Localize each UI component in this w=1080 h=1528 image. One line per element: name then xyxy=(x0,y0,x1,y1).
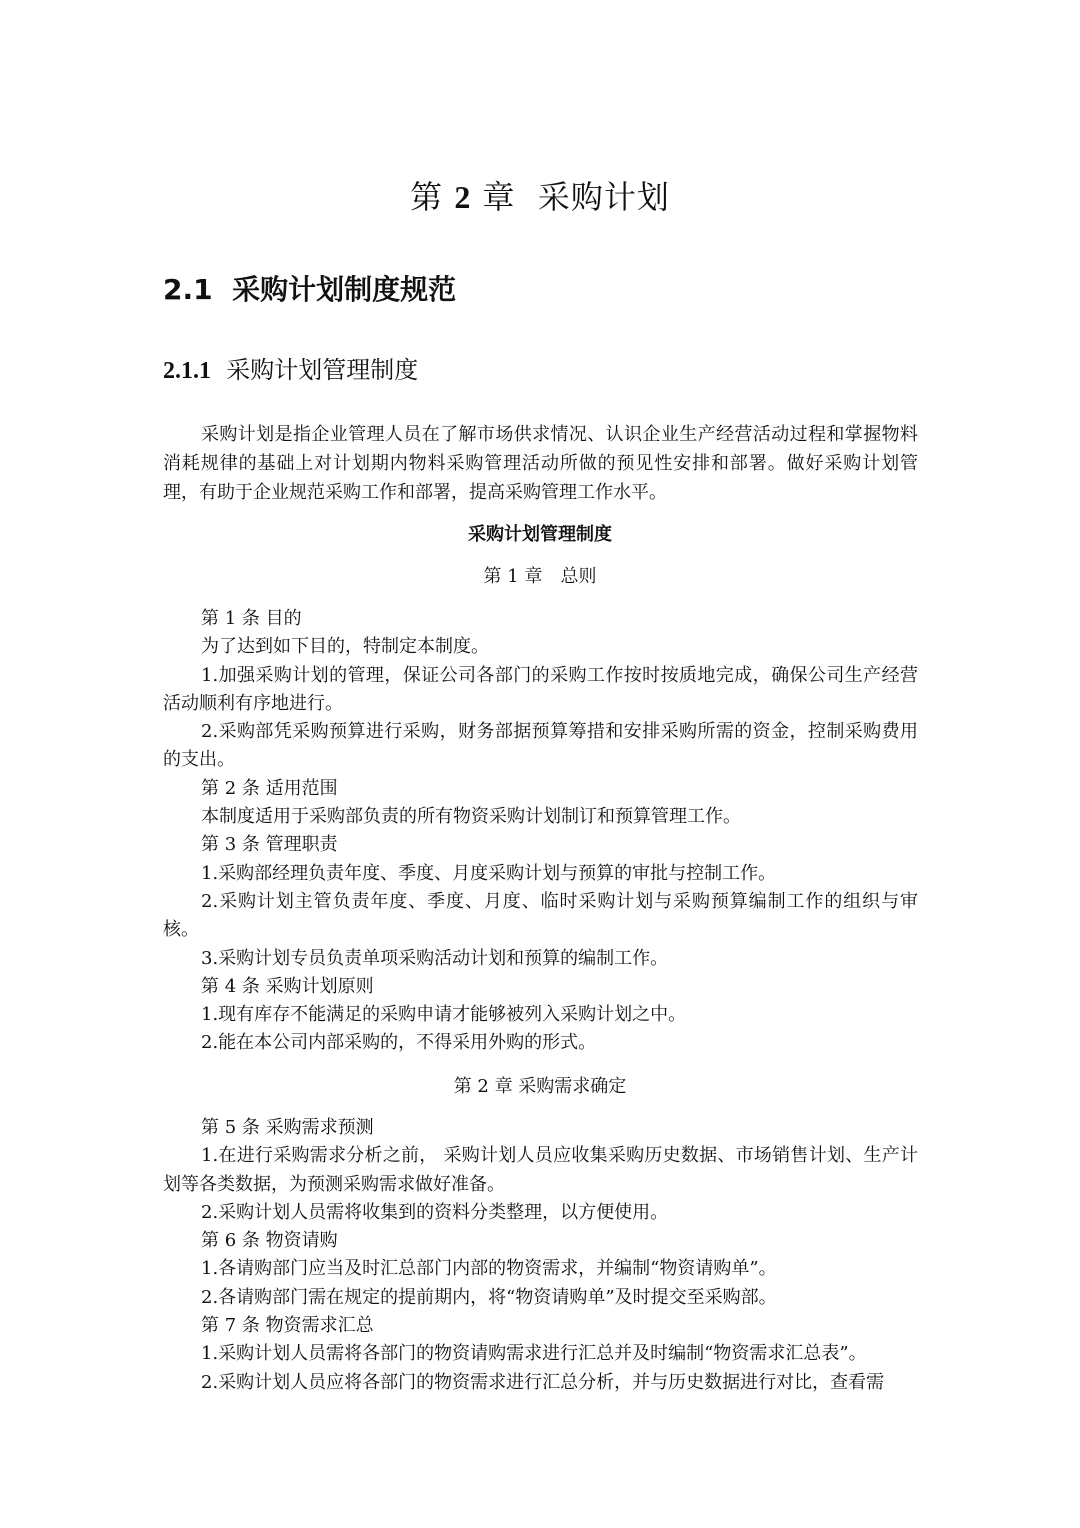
intro-paragraph: 采购计划是指企业管理人员在了解市场供求情况、认识企业生产经营活动过程和掌握物料消耗规律的基础上对计划期内物料采购管理活动所做的预见性安排和部署。做好采购计划管理，有助于企业规范采购工作和部署，提高采购管理工作水平。 xyxy=(163,424,918,503)
subsection-number: 2.1.1 xyxy=(163,358,211,384)
chapter-name: 采购计划 xyxy=(537,178,670,216)
paragraph: 1.各请购部门应当及时汇总部门内部的物资需求，并编制“物资请购单”。 xyxy=(201,1258,777,1280)
section-heading xyxy=(163,268,456,308)
paragraph: 2.各请购部门需在规定的提前期内，将“物资请购单”及时提交至采购部。 xyxy=(201,1286,777,1308)
paragraph: 2.采购计划人员需将收集到的资料分类整理，以方便使用。 xyxy=(201,1201,669,1223)
paragraph: 2.能在本公司内部采购的，不得采用外购的形式。 xyxy=(201,1032,597,1054)
paragraph: 1.在进行采购需求分析之前， 采购计划人员应收集采购历史数据、市场销售计划、生产计划等各类数据，为预测采购需求做好准备。 xyxy=(163,1145,918,1195)
chapter-2-body xyxy=(163,1114,918,1397)
chapter-prefix: 第 xyxy=(410,178,444,216)
paragraph: 本制度适用于采购部负责的所有物资采购计划制订和预算管理工作。 xyxy=(201,806,741,828)
paragraph: 2.采购计划主管负责年度、季度、月度、临时采购计划与采购预算编制工作的组织与审核。 xyxy=(163,890,918,941)
paragraph: 2.采购计划人员应将各部门的物资需求进行汇总分析，并与历史数据进行对比，查看需 xyxy=(201,1371,885,1393)
paragraph: 1.现有库存不能满足的采购申请才能够被列入采购计划之中。 xyxy=(201,1004,687,1026)
chapter-2-heading: 第 2 章 采购需求确定 xyxy=(453,1076,627,1097)
paragraph: 为了达到如下目的，特制定本制度。 xyxy=(201,636,489,658)
chapter-number: 2 xyxy=(454,179,472,215)
paragraph: 第 4 条 采购计划原则 xyxy=(201,975,374,997)
paragraph: 第 6 条 物资请购 xyxy=(201,1230,338,1252)
paragraph: 1.采购部经理负责年度、季度、月度采购计划与预算的审批与控制工作。 xyxy=(201,862,777,884)
chapter-1-body xyxy=(163,605,918,1058)
paragraph: 1.采购计划人员需将各部门的物资请购需求进行汇总并及时编制“物资需求汇总表”。 xyxy=(201,1343,867,1365)
paragraph: 第 2 条 适用范围 xyxy=(201,777,338,799)
section-number: 2.1 xyxy=(163,273,213,306)
paragraph: 第 1 条 目的 xyxy=(201,608,302,629)
chapter-suffix: 章 xyxy=(482,178,516,216)
regulation-title: 采购计划管理制度 xyxy=(468,524,612,545)
chapter-1-heading: 第 1 章 总则 xyxy=(483,566,597,587)
paragraph: 第 3 条 管理职责 xyxy=(201,834,338,856)
paragraph: 1.加强采购计划的管理，保证公司各部门的采购工作按时按质地完成，确保公司生产经营活动顺利有序地进行。 xyxy=(163,664,918,714)
paragraph: 第 5 条 采购需求预测 xyxy=(201,1117,374,1138)
paragraph: 3.采购计划专员负责单项采购活动计划和预算的编制工作。 xyxy=(201,947,669,969)
subsection-heading xyxy=(163,350,418,385)
paragraph: 第 7 条 物资需求汇总 xyxy=(201,1315,374,1337)
paragraph: 2.采购部凭采购预算进行采购，财务部据预算筹措和安排采购所需的资金，控制采购费用的支出。 xyxy=(163,721,918,771)
subsection-title: 采购计划管理制度 xyxy=(226,356,419,384)
chapter-title xyxy=(0,172,1080,218)
section-title: 采购计划制度规范 xyxy=(232,273,457,306)
